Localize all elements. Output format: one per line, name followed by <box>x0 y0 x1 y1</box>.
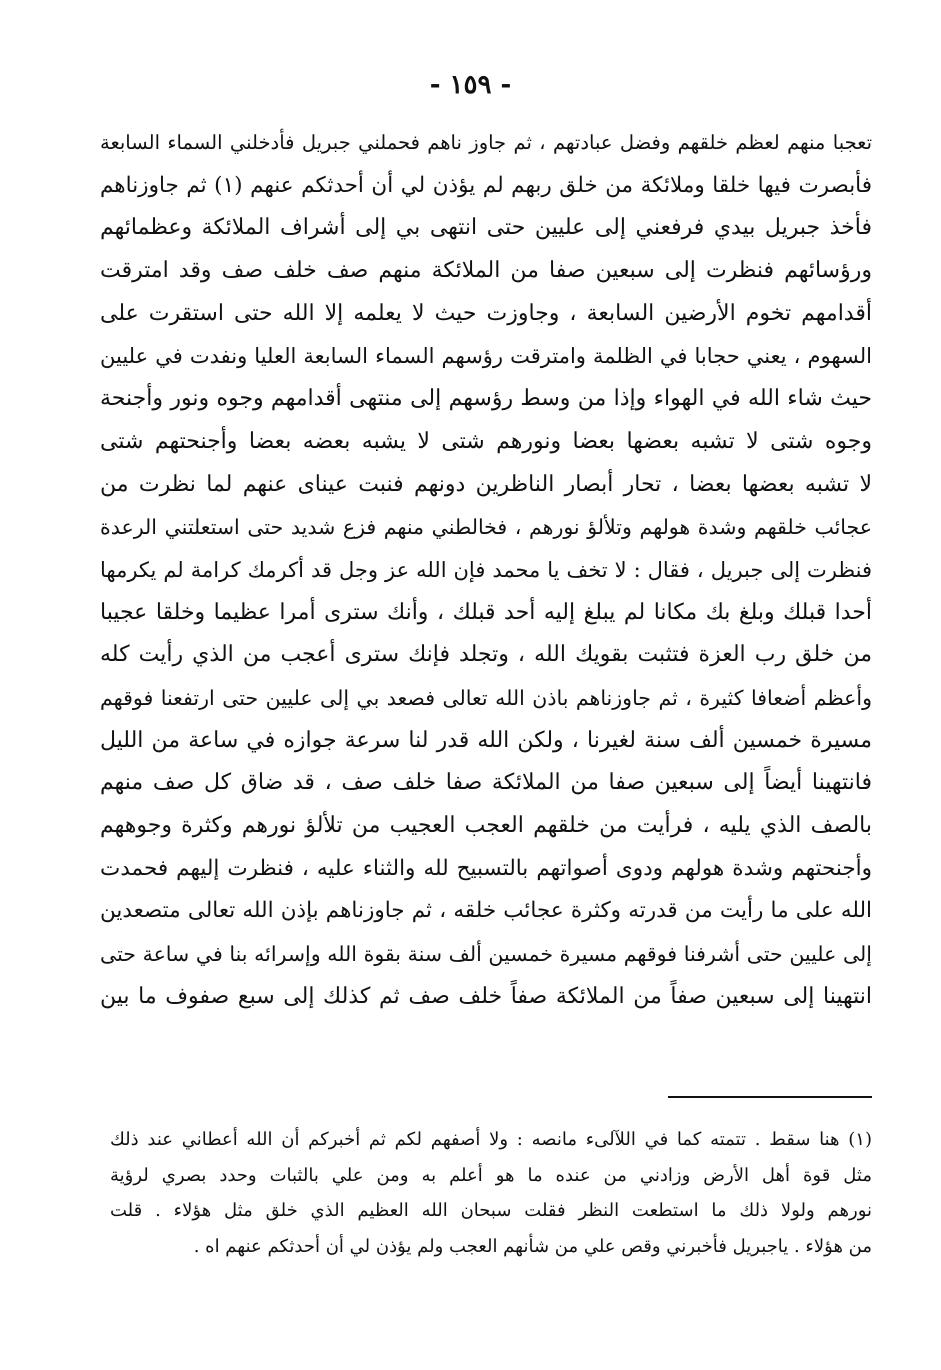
text-line: وجوه شتى لا تشبه بعضها بعضا ونورهم شتى لا يشبه بعضه بعضا وأجنحتهم شتى <box>100 428 872 454</box>
main-text <box>100 122 872 1018</box>
footnote-line: مثل قوة أهل الأرض وزادني من عنده ما هو أعلم به ومن علي بالثبات وحدد بصري لرؤية <box>110 1164 872 1186</box>
page-number: - ١٥٩ - <box>429 70 512 100</box>
footnote-divider <box>668 1096 872 1098</box>
text-line: فأبصرت فيها خلقا وملائكة من خلق ربهم لم يؤذن لي أن أحدثكم عنهم (١) ثم جاوزناهم <box>100 172 872 198</box>
text-line: ورؤسائهم فنظرت إلى سبعين صفا من الملائكة منهم صف خلف صف وقد امترقت <box>100 258 872 284</box>
footnote-line: (١) هنا سقط . تتمته كما في اللآلىء مانصه : ولا أصفهم لكم ثم أخبركم أن الله أعطاني عند ذلك <box>110 1129 872 1150</box>
footnote-line: من هؤلاء . ياجبريل فأخبرني وقص علي من شأنهم العجب ولم يؤذن لي أن أحدثكم عنهم اه . <box>193 1235 872 1257</box>
text-line: فنظرت إلى جبريل ، فقال : لا تخف يا محمد فإن الله عز وجل قد أكرمك كرامة لم يكرمها <box>100 557 872 582</box>
text-line: انتهينا إلى سبعين صفاً من الملائكة صفاً خلف صف ثم كذلك إلى سبع صفوف ما بين <box>100 983 872 1009</box>
text-line: فأخذ جبريل بيدي فرفعني إلى عليين حتى انتهى بي إلى أشراف الملائكة وعظمائهم <box>100 215 872 241</box>
text-line: مسيرة خمسين ألف سنة لغيرنا ، ولكن الله قدر لنا سرعة جوازه في ساعة من الليل <box>100 727 872 753</box>
text-line: فانتهينا أيضاً إلى سبعين صفا من الملائكة صفا خلف صف ، قد ضاق كل صف منهم <box>100 770 872 796</box>
text-line: لا تشبه بعضها بعضا ، تحار أبصار الناظرين دونهم فنبت عيناى عنهم لما نظرت من <box>100 471 872 497</box>
text-line: السهوم ، يعني حجابا في الظلمة وامترقت رؤسهم السماء السابعة العليا ونفدت في عليين <box>100 344 872 369</box>
text-line: وأجنحتهم وشدة هولهم ودوى أصواتهم بالتسبيح لله والثناء عليه ، فنظرت إليهم فحمدت <box>100 855 872 881</box>
footnote-line: نورهم ولولا ذلك ما استطعت النظر فقلت سبحان الله العظيم الذي خلق مثل هؤلاء . قلت <box>110 1200 872 1221</box>
text-line: حيث شاء الله في الهواء وإذا من وسط رؤسهم إلى منتهى أقدامهم وجوه ونور وأجنحة <box>100 386 872 412</box>
text-line: من خلق رب العزة فتثبت بقويك الله ، وتجلد فإنك سترى أعجب من الذي رأيت كله <box>100 642 872 668</box>
text-line: تعجبا منهم لعظم خلقهم وفضل عبادتهم ، ثم جاوز ناهم فحملني جبريل فأدخلني السماء السابعة <box>100 131 872 154</box>
text-line: أقدامهم تخوم الأرضين السابعة ، وجاوزت حيث لا يعلمه إلا الله حتى استقرت على <box>100 300 872 326</box>
text-line: عجائب خلقهم وشدة هولهم وتلألؤ نورهم ، فخالطني منهم فزع شديد حتى استعلتني الرعدة <box>100 515 872 540</box>
text-line: الله على ما رأيت من قدرته وكثرة عجائب خلقه ، ثم جاوزناهم بإذن الله تعالى متصعدين <box>100 898 872 924</box>
text-line: إلى عليين حتى أشرفنا فوقهم مسيرة خمسين ألف سنة بقوة الله وإسرائه بنا في ساعة حتى <box>100 942 872 967</box>
text-line: بالصف الذي يليه ، فرأيت من خلقهم العجب العجيب من تلألؤ نورهم وكثرة وجوههم <box>100 813 872 838</box>
text-line: وأعظم أضعافا كثيرة ، ثم جاوزناهم باذن الله تعالى فصعد بي إلى عليين حتى ارتفعنا فوقهم <box>100 685 872 710</box>
footnotes <box>110 1122 872 1264</box>
text-line: أحدا قبلك وبلغ بك مكانا لم يبلغ إليه أحد قبلك ، وأنك سترى أمرا عظيما وخلقا عجيبا <box>100 599 872 625</box>
